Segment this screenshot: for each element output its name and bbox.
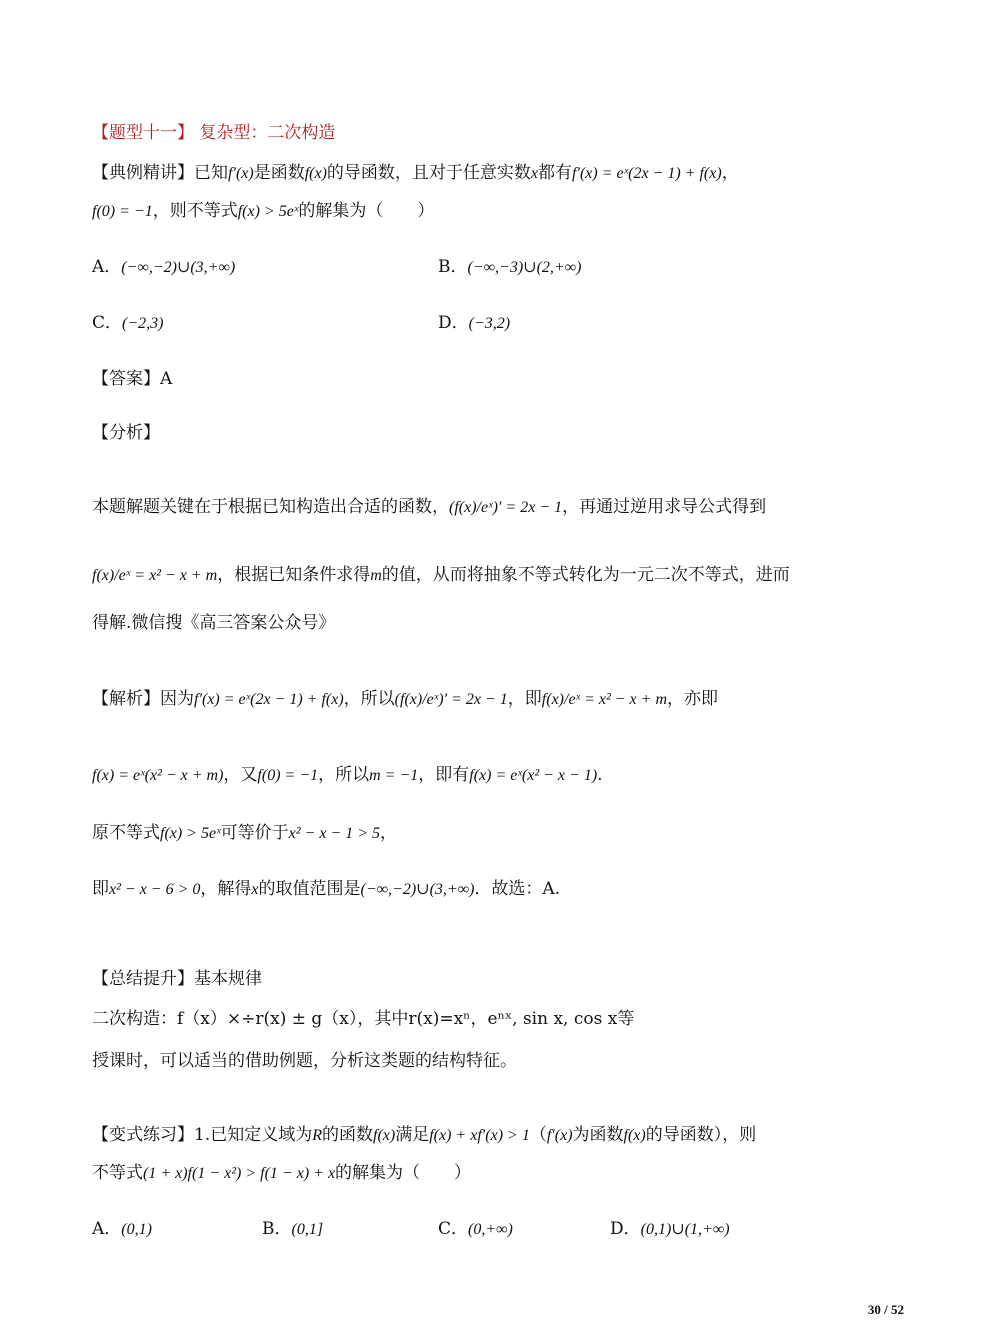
option-a: A．(−∞,−2)∪(3,+∞)	[92, 257, 236, 277]
solution-line-1: 【解析】因为f′(x) = eˣ(2x − 1) + f(x)，所以(f(x)/eˣ)′ = 2x − 1，即f(x)/eˣ = x² − x + m，亦即	[92, 689, 719, 709]
exercise-option-c: C．(0,+∞)	[438, 1219, 513, 1239]
exercise-line-1: 【变式练习】1.已知定义域为R的函数f(x)满足f(x) + xf′(x) > 1（f′(x)为函数f(x)的导函数），则	[92, 1125, 757, 1145]
exercise-option-d: D．(0,1)∪(1,+∞)	[610, 1219, 730, 1239]
option-d: D．(−3,2)	[438, 313, 511, 333]
solution-line-2: f(x) = eˣ(x² − x + m)，又f(0) = −1，所以m = −1，即有f(x) = eˣ(x² − x − 1).	[92, 765, 603, 785]
exercise-line-2: 不等式(1 + x)f(1 − x²) > f(1 − x) + x的解集为（ ）	[92, 1163, 472, 1183]
exercise-option-a: A．(0,1)	[92, 1219, 152, 1239]
page-number: 30 / 52	[867, 1302, 904, 1317]
summary-line-2: 授课时，可以适当的借助例题，分析这类题的结构特征。	[92, 1051, 517, 1071]
section-title: 【题型十一】 复杂型：二次构造	[92, 123, 336, 143]
solution-line-4: 即x² − x − 6 > 0，解得x的取值范围是(−∞,−2)∪(3,+∞)．故选：A.	[92, 879, 561, 899]
exercise-option-b: B．(0,1]	[262, 1219, 324, 1239]
summary-label: 【总结提升】基本规律	[92, 969, 262, 989]
option-c: C．(−2,3)	[92, 313, 164, 333]
answer: 【答案】A	[92, 369, 173, 389]
summary-line-1: 二次构造：f（x）×÷r(x) ± g（x），其中r(x)=xⁿ，eⁿˣ, sin x, cos x等	[92, 1009, 635, 1029]
example-line-2: f(0) = −1，则不等式f(x) > 5eˣ的解集为（ ）	[92, 201, 435, 221]
example-line-1: 【典例精讲】已知f′(x)是函数f(x)的导函数，且对于任意实数x都有f′(x) = eˣ(2x − 1) + f(x)，	[92, 163, 739, 183]
example-label: 【典例精讲】	[92, 163, 194, 183]
analysis-line-3: 得解.微信搜《高三答案公众号》	[92, 613, 336, 633]
solution-line-3: 原不等式f(x) > 5eˣ可等价于x² − x − 1 > 5，	[92, 823, 398, 843]
analysis-line-1: 本题解题关键在于根据已知构造出合适的函数，(f(x)/eˣ)′ = 2x − 1，再通过逆用求导公式得到	[92, 497, 767, 517]
analysis-label: 【分析】	[92, 423, 160, 443]
analysis-line-2: f(x)/eˣ = x² − x + m，根据已知条件求得m的值，从而将抽象不等式转化为一元二次不等式，进而	[92, 565, 790, 585]
option-b: B．(−∞,−3)∪(2,+∞)	[438, 257, 582, 277]
